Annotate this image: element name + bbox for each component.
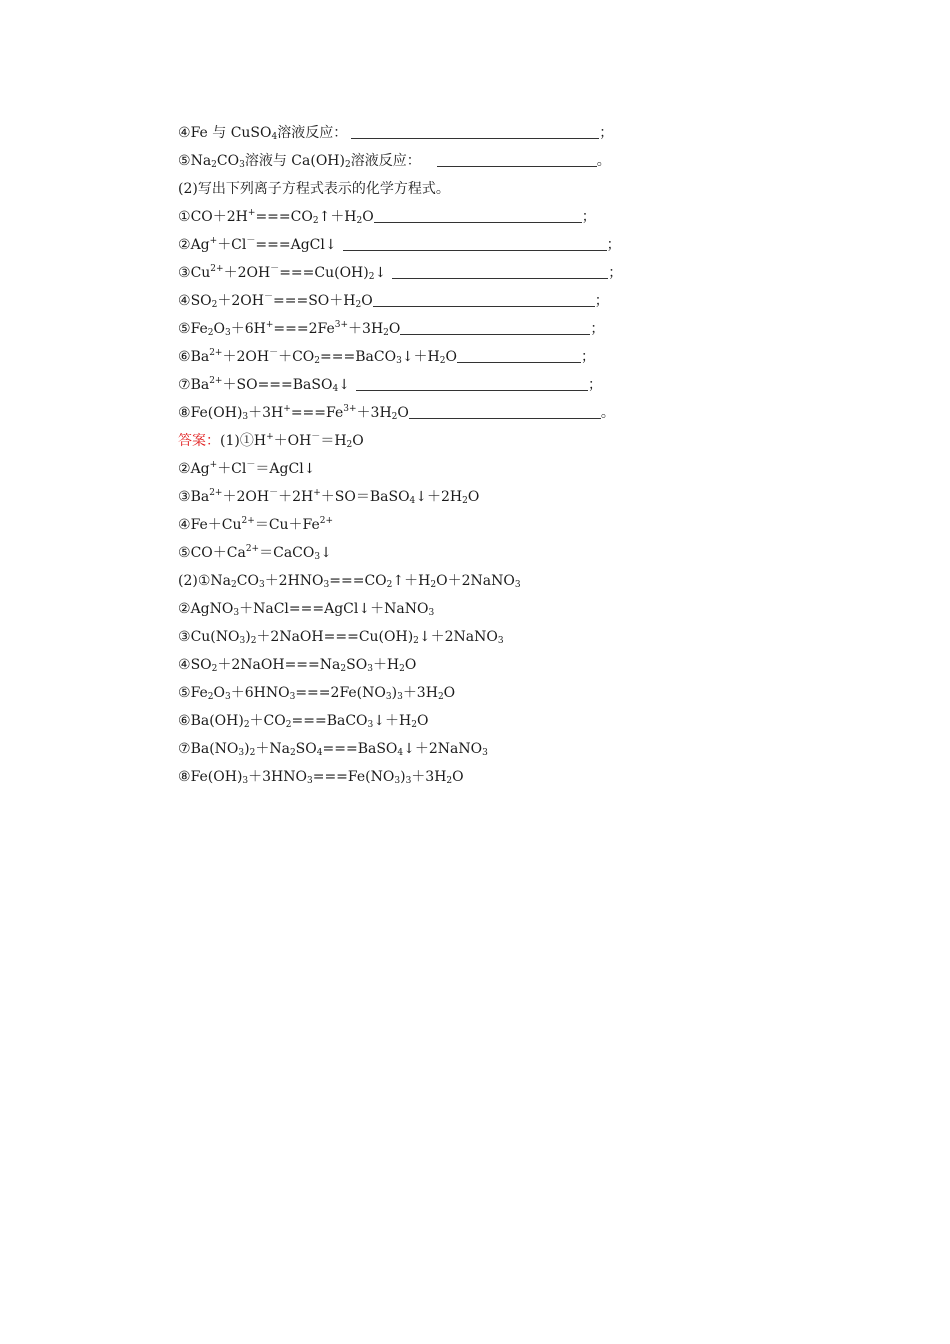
answer-blank[interactable] (343, 234, 607, 251)
answer-2-6: $⑥Ba(OH)_2+CO_2===BaCO_3↓+H_2O$ (178, 713, 429, 730)
q2-item-1: $①CO+2H^+===CO_2↑+H_2O$ ； (178, 208, 596, 226)
answer-blank[interactable] (374, 206, 582, 223)
q2-item-2: ②Ag+＋Cl－===AgCl↓ ； (178, 236, 621, 253)
answer-blank[interactable] (457, 346, 581, 363)
answer-1-4: $④Fe+Cu^{2+}=Cu+Fe^{2+}$ (178, 516, 334, 533)
answer-2-3: $③Cu(NO_3)_2+2NaOH===Cu(OH)_2↓+2NaNO_3$ (178, 629, 504, 646)
answer-1-3: $③Ba^{2+}+2OH^-+2H^++SO=BaSO_4↓+2H_2O$ (178, 488, 480, 506)
q1-item-4: ④Fe 与 CuSO$_4$溶液反应： ； (178, 122, 613, 144)
answer-1-1: 答案：$(1)①H^++OH^-=H_2O$ (178, 432, 364, 450)
answer-blank[interactable] (437, 150, 597, 167)
answer-blank[interactable] (392, 262, 608, 279)
answer-2-8: $⑧Fe(OH)_3+3HNO_3===Fe(NO_3)_3+3H_2O$ (178, 769, 464, 786)
answer-blank[interactable] (409, 402, 601, 419)
answer-blank[interactable] (351, 122, 599, 139)
q2-item-5: $⑤Fe_2O_3+6H^+===2Fe^{3+}+3H_2O$ ； (178, 320, 605, 338)
q2-item-3: $③Cu^{2+}+2OH^-===Cu(OH)_2↓$ ； (178, 264, 623, 282)
answer-blank[interactable] (356, 374, 588, 391)
answer-1-2: ②Ag+＋Cl－＝AgCl↓ (178, 460, 316, 477)
answer-label: 答案： (178, 433, 220, 449)
q2-item-4: $④SO_2+2OH^-===SO+H_2O$ ； (178, 292, 609, 310)
q2-item-7: $⑦Ba^{2+}+SO===BaSO_4↓$ ； (178, 376, 602, 394)
answer-2-2: ②AgNO$_3$＋NaCl===AgCl↓＋NaNO$_3$ (178, 601, 435, 618)
answer-blank[interactable] (373, 290, 595, 307)
answer-2-5: $⑤Fe_2O_3+6HNO_3===2Fe(NO_3)_3+3H_2O$ (178, 685, 456, 702)
q2-title: (2)写出下列离子方程式表示的化学方程式。 (178, 181, 450, 197)
q2-item-6: $⑥Ba^{2+}+2OH^-+CO_2===BaCO_3↓+H_2O$ ； (178, 348, 595, 366)
answer-2-4: $④SO_2+2NaOH===Na_2SO_3+H_2O$ (178, 657, 417, 674)
answer-blank[interactable] (400, 318, 590, 335)
q1-item-5: $⑤Na_2CO_3$溶液与 $Ca(OH)_2$溶液反应： 。 (178, 150, 611, 172)
answer-2-7: $⑦Ba(NO_3)_2+Na_2SO_4===BaSO_4↓+2NaNO_3$ (178, 741, 488, 758)
q2-item-8: $⑧Fe(OH)_3+3H^+===Fe^{3+}+3H_2O$ 。 (178, 404, 615, 422)
answer-2-1: $(2)①Na_2CO_3+2HNO_3===CO_2↑+H_2O+2NaNO_3$ (178, 573, 521, 590)
answer-1-5: $⑤CO+Ca^{2+}=CaCO_3↓$ (178, 544, 332, 562)
